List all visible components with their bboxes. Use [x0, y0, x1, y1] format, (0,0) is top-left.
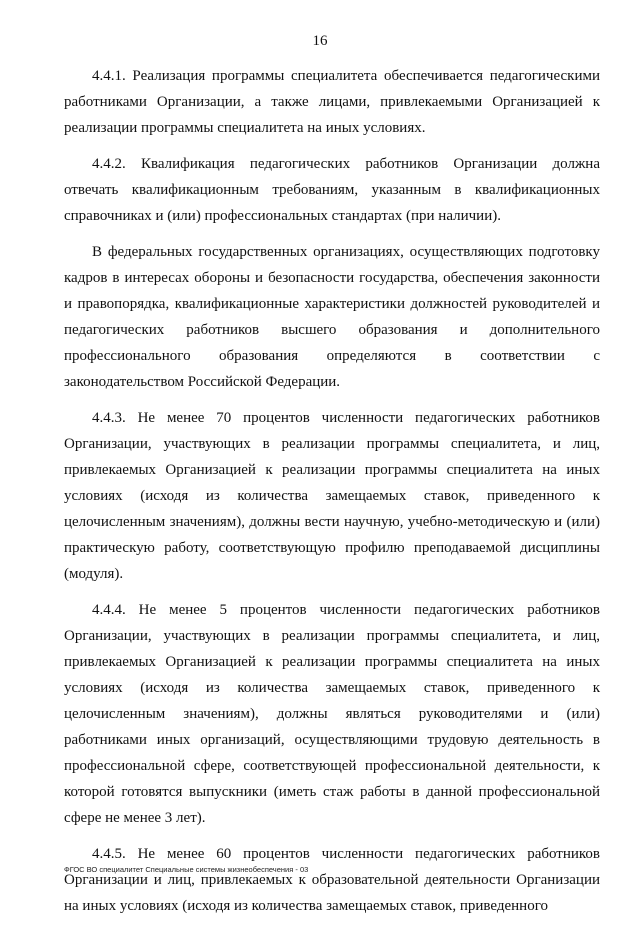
paragraph-4-4-3: 4.4.3. Не менее 70 процентов численности педагогических работников Организации, участвующих в реализации программы специалитета, и лиц, привлекаемых Организацией к реализации программы специалитета на иных условиях (исходя из количества замещаемых ставок, приведенного к целочисленным значениям), должны вести научную, учебно-методическую и (или) практическую работу, соответствующую профилю преподаваемой дисциплины (модуля).: [64, 410, 600, 582]
paragraph-4-4-4: 4.4.4. Не менее 5 процентов численности педагогических работников Организации, участвующих в реализации программы специалитета, и лиц, привлекаемых Организацией к реализации программы специалитета на иных условиях (исходя из количества замещаемых ставок, приведенного к целочисленным значениям), должны являться руководителями и (или) работниками иных организаций, осуществляющими трудовую деятельность в профессиональной сфере, соответствующей профессиональной деятельности, к которой готовятся выпускники (иметь стаж работы в данной профессиональной сфере не менее 3 лет).: [64, 602, 600, 826]
document-body: [64, 63, 600, 929]
paragraph-4-4-2: 4.4.2. Квалификация педагогических работников Организации должна отвечать квалификационным требованиям, указанным в квалификационных справочниках и (или) профессиональных стандартах (при наличии).: [64, 156, 600, 224]
page-number: 16: [312, 33, 328, 49]
paragraph-4-4-1: 4.4.1. Реализация программы специалитета обеспечивается педагогическими работниками Организации, а также лицами, привлекаемыми Организацией к реализации программы специалитета на иных условиях.: [64, 68, 600, 136]
paragraph-4-4-5: 4.4.5. Не менее 60 процентов численности педагогических работников Организации и лиц, привлекаемых к образовательной деятельности Организации на иных условиях (исходя из количества замещаемых ставок, приведенного: [64, 846, 600, 914]
document-footer: ФГОС ВО специалитет Специальные системы жизнеобеспечения - 03: [64, 865, 309, 874]
paragraph-federal-organizations: В федеральных государственных организациях, осуществляющих подготовку кадров в интересах обороны и безопасности государства, обеспечения законности и правопорядка, квалификационные характеристики должностей руководителей и педагогических работников высшего образования и дополнительного профессионального образования определяются в соответствии с законодательством Российской Федерации.: [64, 244, 600, 390]
